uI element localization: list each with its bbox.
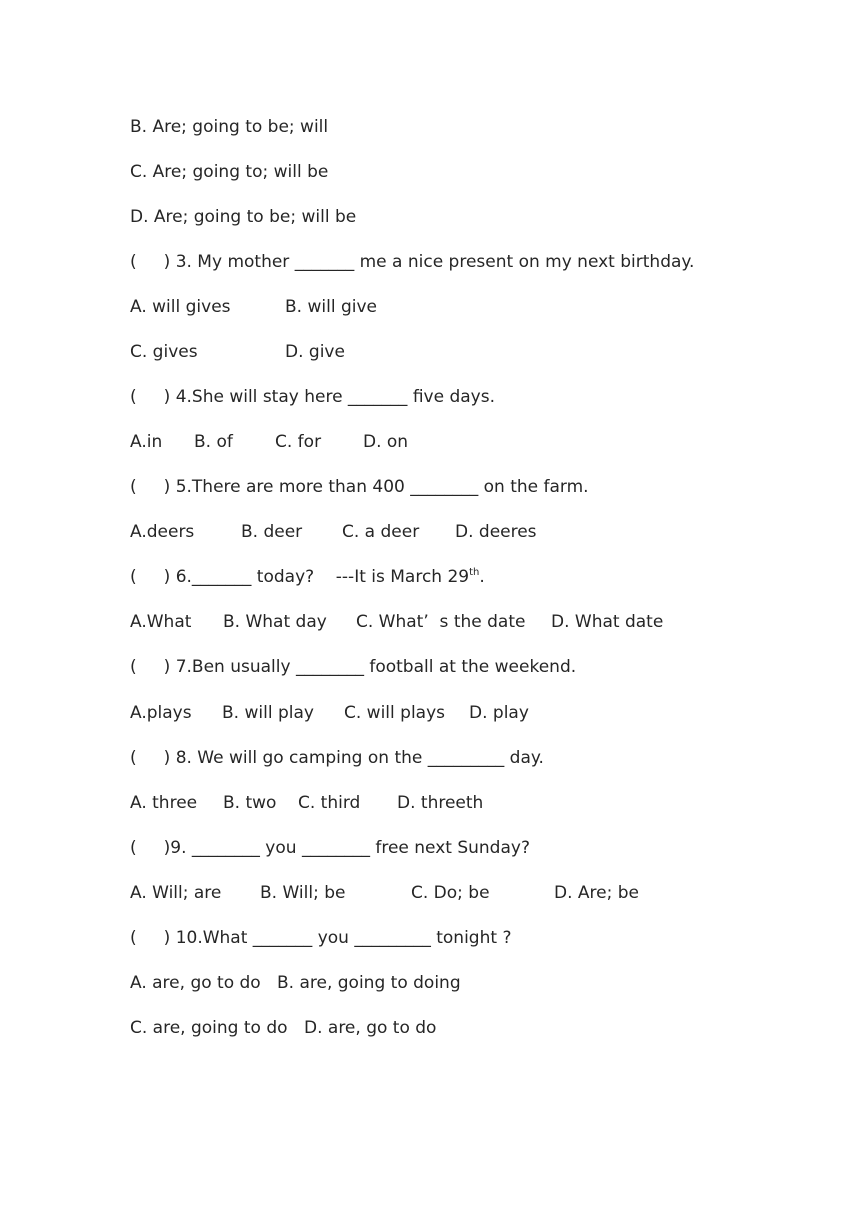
question-8: ( ) 8. We will go camping on the _________ day. bbox=[130, 748, 544, 768]
option-c: C. for bbox=[275, 432, 322, 452]
question-6-end: . bbox=[479, 567, 485, 587]
option-b: B. What day bbox=[223, 612, 327, 632]
option-a: A.What bbox=[130, 612, 192, 632]
option-c: C. will plays bbox=[344, 703, 446, 723]
option-c: C. a deer bbox=[342, 522, 420, 542]
option-b: B. will give bbox=[285, 297, 377, 317]
option-line: C. Are; going to; will be bbox=[130, 162, 329, 182]
option-b: B. will play bbox=[222, 703, 314, 723]
option-d: D. are, go to do bbox=[304, 1018, 437, 1038]
question-6-text: ( ) 6._______ today? ---It is March 29 bbox=[130, 567, 470, 587]
option-b: B. two bbox=[223, 793, 277, 813]
question-9: ( )9. ________ you ________ free next Sunday? bbox=[130, 838, 530, 858]
option-d: D. threeth bbox=[397, 793, 484, 813]
question-5: ( ) 5.There are more than 400 ________ on the farm. bbox=[130, 477, 589, 497]
option-b: B. Will; be bbox=[260, 883, 346, 903]
option-c: C. Do; be bbox=[411, 883, 490, 903]
option-d: D. Are; be bbox=[554, 883, 639, 903]
question-7: ( ) 7.Ben usually ________ football at the weekend. bbox=[130, 657, 577, 677]
option-b: B. of bbox=[194, 432, 233, 452]
option-line: D. Are; going to be; will be bbox=[130, 207, 357, 227]
option-c: C. What’ s the date bbox=[356, 612, 526, 632]
option-b: B. are, going to doing bbox=[277, 973, 461, 993]
option-c: C. third bbox=[298, 793, 361, 813]
question-4: ( ) 4.She will stay here _______ five days. bbox=[130, 387, 495, 407]
option-c: C. are, going to do bbox=[130, 1018, 288, 1038]
option-a: A.plays bbox=[130, 703, 192, 723]
option-d: D. play bbox=[469, 703, 529, 723]
option-b: B. deer bbox=[241, 522, 303, 542]
question-3: ( ) 3. My mother _______ me a nice present on my next birthday. bbox=[130, 252, 695, 272]
option-d: D. deeres bbox=[455, 522, 537, 542]
option-a: A.deers bbox=[130, 522, 195, 542]
option-d: D. give bbox=[285, 342, 345, 362]
option-a: A. are, go to do bbox=[130, 973, 261, 993]
option-c: C. gives bbox=[130, 342, 198, 362]
ordinal-suffix: th bbox=[469, 567, 480, 578]
option-a: A. three bbox=[130, 793, 198, 813]
option-d: D. What date bbox=[551, 612, 664, 632]
option-a: A.in bbox=[130, 432, 163, 452]
option-line: B. Are; going to be; will bbox=[130, 117, 329, 137]
option-d: D. on bbox=[363, 432, 409, 452]
option-a: A. will gives bbox=[130, 297, 231, 317]
option-a: A. Will; are bbox=[130, 883, 222, 903]
question-6 bbox=[130, 567, 485, 590]
options-row bbox=[130, 1018, 437, 1098]
question-10: ( ) 10.What _______ you _________ tonight ? bbox=[130, 928, 512, 948]
